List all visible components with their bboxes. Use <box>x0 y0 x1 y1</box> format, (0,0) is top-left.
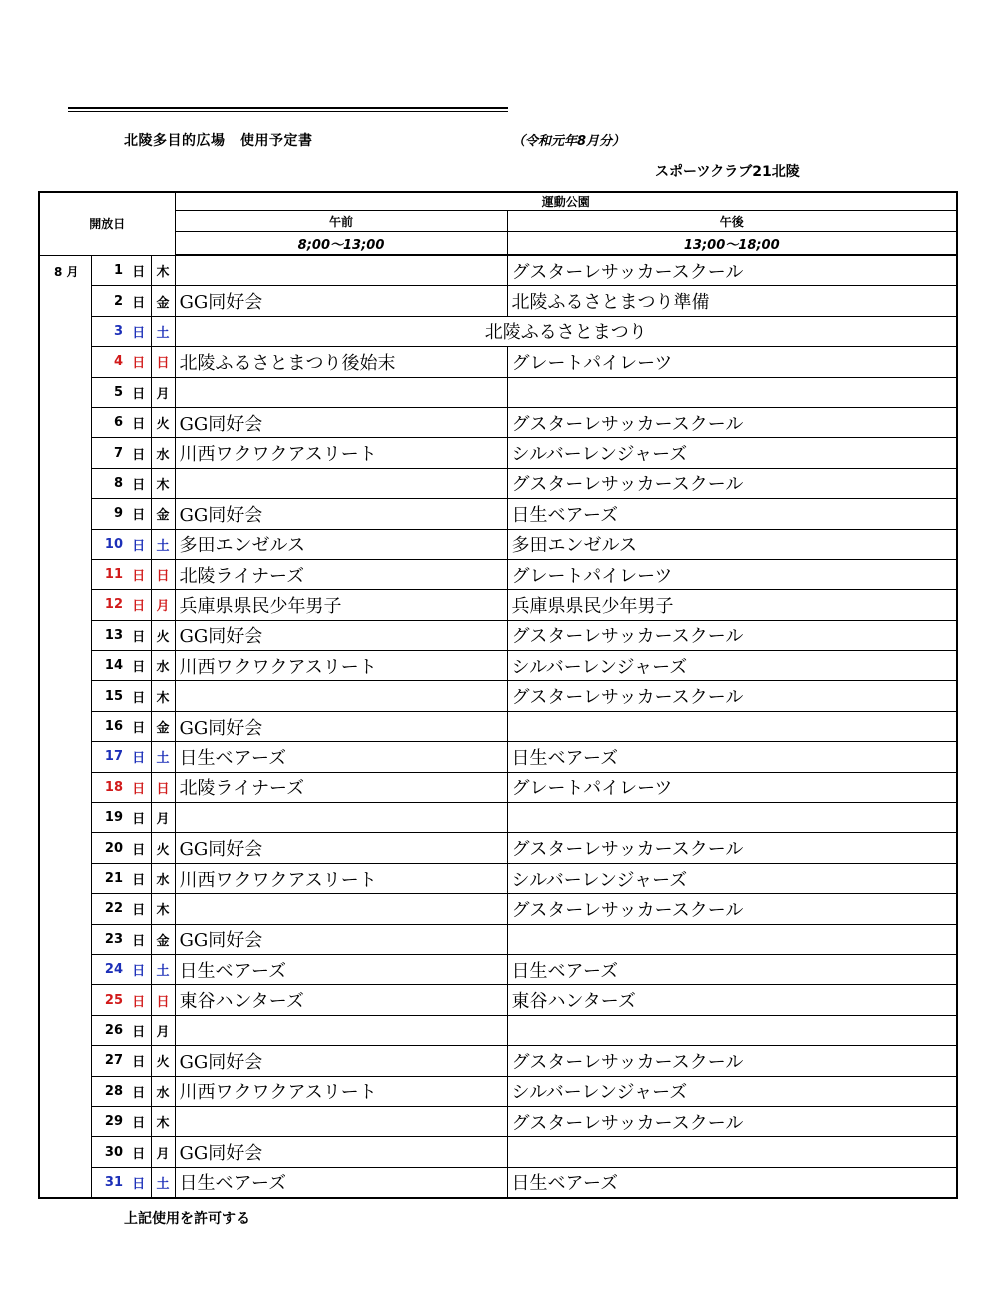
am-event <box>175 255 507 286</box>
table-row <box>39 1015 957 1045</box>
day-suffix: 日 <box>127 985 151 1015</box>
weekday: 木 <box>151 255 175 286</box>
day-suffix: 日 <box>127 620 151 650</box>
weekday: 火 <box>151 1046 175 1076</box>
approval-note: 上記使用を許可する <box>124 1211 250 1227</box>
table-row <box>39 1167 957 1198</box>
day-suffix: 日 <box>127 468 151 498</box>
day-number: 12 <box>91 590 127 620</box>
open-day-header: 開放日 <box>39 192 175 255</box>
weekday: 月 <box>151 803 175 833</box>
weekday: 日 <box>151 347 175 377</box>
weekday: 火 <box>151 407 175 437</box>
table-row <box>39 772 957 802</box>
weekday: 木 <box>151 468 175 498</box>
day-suffix: 日 <box>127 924 151 954</box>
pm-event: 日生ベアーズ <box>507 1167 957 1198</box>
day-number: 28 <box>91 1076 127 1106</box>
weekday: 火 <box>151 833 175 863</box>
table-row <box>39 1106 957 1136</box>
day-suffix: 日 <box>127 407 151 437</box>
day-number: 31 <box>91 1167 127 1198</box>
weekday: 土 <box>151 529 175 559</box>
day-number: 6 <box>91 407 127 437</box>
pm-event: グスターレサッカースクール <box>507 894 957 924</box>
table-row <box>39 286 957 316</box>
am-event: GG同好会 <box>175 833 507 863</box>
table-row <box>39 438 957 468</box>
table-row <box>39 316 957 346</box>
pm-event: グレートパイレーツ <box>507 347 957 377</box>
weekday: 金 <box>151 924 175 954</box>
day-suffix: 日 <box>127 255 151 286</box>
am-event: 日生ベアーズ <box>175 742 507 772</box>
am-event: 川西ワクワクアスリート <box>175 863 507 893</box>
day-number: 7 <box>91 438 127 468</box>
table-row <box>39 651 957 681</box>
day-suffix: 日 <box>127 590 151 620</box>
table-row <box>39 407 957 437</box>
am-event: GG同好会 <box>175 1137 507 1167</box>
pm-event: 北陵ふるさとまつり準備 <box>507 286 957 316</box>
pm-event: グスターレサッカースクール <box>507 1046 957 1076</box>
table-row <box>39 620 957 650</box>
pm-event: シルバーレンジャーズ <box>507 438 957 468</box>
am-event <box>175 468 507 498</box>
pm-event: グスターレサッカースクール <box>507 407 957 437</box>
am-event: GG同好会 <box>175 711 507 741</box>
header-rule <box>68 107 508 109</box>
pm-event <box>507 1015 957 1045</box>
day-number: 8 <box>91 468 127 498</box>
weekday: 水 <box>151 438 175 468</box>
schedule-table <box>38 191 958 1199</box>
weekday: 金 <box>151 499 175 529</box>
day-suffix: 日 <box>127 438 151 468</box>
weekday: 月 <box>151 1015 175 1045</box>
am-event: GG同好会 <box>175 407 507 437</box>
venue-header: 運動公園 <box>175 192 957 211</box>
weekday: 土 <box>151 954 175 984</box>
day-number: 27 <box>91 1046 127 1076</box>
organization-name: スポーツクラブ21北陵 <box>655 164 800 180</box>
day-number: 26 <box>91 1015 127 1045</box>
document-title: 北陵多目的広場 使用予定書 <box>124 133 313 149</box>
document-period: （令和元年8月分） <box>512 134 626 149</box>
month-label: 8 月 <box>39 255 91 1198</box>
day-suffix: 日 <box>127 863 151 893</box>
am-event <box>175 803 507 833</box>
day-suffix: 日 <box>127 316 151 346</box>
weekday: 土 <box>151 742 175 772</box>
pm-hours: 13;00～18;00 <box>507 232 957 256</box>
pm-event: グスターレサッカースクール <box>507 620 957 650</box>
pm-event: グスターレサッカースクール <box>507 255 957 286</box>
pm-event <box>507 924 957 954</box>
day-suffix: 日 <box>127 499 151 529</box>
table-row <box>39 1076 957 1106</box>
day-suffix: 日 <box>127 1046 151 1076</box>
pm-event <box>507 377 957 407</box>
pm-event: 日生ベアーズ <box>507 954 957 984</box>
full-day-event: 北陵ふるさとまつり <box>175 316 957 346</box>
day-number: 15 <box>91 681 127 711</box>
am-event: GG同好会 <box>175 286 507 316</box>
day-number: 24 <box>91 954 127 984</box>
table-row <box>39 1137 957 1167</box>
weekday: 月 <box>151 377 175 407</box>
table-row <box>39 742 957 772</box>
table-row <box>39 499 957 529</box>
day-number: 11 <box>91 559 127 589</box>
am-event: 多田エンゼルス <box>175 529 507 559</box>
am-event <box>175 894 507 924</box>
table-row <box>39 924 957 954</box>
day-suffix: 日 <box>127 711 151 741</box>
day-number: 18 <box>91 772 127 802</box>
table-row <box>39 833 957 863</box>
day-suffix: 日 <box>127 1015 151 1045</box>
weekday: 月 <box>151 1137 175 1167</box>
day-suffix: 日 <box>127 681 151 711</box>
weekday: 金 <box>151 286 175 316</box>
table-row <box>39 863 957 893</box>
day-number: 20 <box>91 833 127 863</box>
day-number: 30 <box>91 1137 127 1167</box>
am-event: GG同好会 <box>175 620 507 650</box>
pm-event: 日生ベアーズ <box>507 742 957 772</box>
day-suffix: 日 <box>127 651 151 681</box>
weekday: 水 <box>151 863 175 893</box>
pm-event: グスターレサッカースクール <box>507 1106 957 1136</box>
day-suffix: 日 <box>127 1076 151 1106</box>
weekday: 日 <box>151 772 175 802</box>
day-number: 14 <box>91 651 127 681</box>
weekday: 水 <box>151 1076 175 1106</box>
pm-event: グスターレサッカースクール <box>507 468 957 498</box>
pm-event <box>507 711 957 741</box>
am-event <box>175 1015 507 1045</box>
weekday: 木 <box>151 681 175 711</box>
am-event <box>175 681 507 711</box>
table-row <box>39 377 957 407</box>
day-suffix: 日 <box>127 803 151 833</box>
pm-event: グレートパイレーツ <box>507 559 957 589</box>
day-suffix: 日 <box>127 833 151 863</box>
day-number: 16 <box>91 711 127 741</box>
day-number: 21 <box>91 863 127 893</box>
weekday: 火 <box>151 620 175 650</box>
pm-event: 兵庫県県民少年男子 <box>507 590 957 620</box>
pm-event: シルバーレンジャーズ <box>507 863 957 893</box>
am-event: 日生ベアーズ <box>175 1167 507 1198</box>
weekday: 月 <box>151 590 175 620</box>
day-number: 13 <box>91 620 127 650</box>
weekday: 水 <box>151 651 175 681</box>
am-event: 川西ワクワクアスリート <box>175 651 507 681</box>
table-row <box>39 954 957 984</box>
am-event: 川西ワクワクアスリート <box>175 438 507 468</box>
day-number: 10 <box>91 529 127 559</box>
day-number: 17 <box>91 742 127 772</box>
header-rule-thin <box>68 111 508 112</box>
pm-event: シルバーレンジャーズ <box>507 1076 957 1106</box>
table-row <box>39 1046 957 1076</box>
day-suffix: 日 <box>127 347 151 377</box>
pm-event: シルバーレンジャーズ <box>507 651 957 681</box>
am-event: 川西ワクワクアスリート <box>175 1076 507 1106</box>
table-row <box>39 681 957 711</box>
day-suffix: 日 <box>127 772 151 802</box>
table-row <box>39 711 957 741</box>
am-event: 日生ベアーズ <box>175 954 507 984</box>
day-suffix: 日 <box>127 559 151 589</box>
day-number: 19 <box>91 803 127 833</box>
table-row <box>39 255 957 286</box>
pm-event: グスターレサッカースクール <box>507 833 957 863</box>
day-number: 29 <box>91 1106 127 1136</box>
day-number: 2 <box>91 286 127 316</box>
am-event: GG同好会 <box>175 499 507 529</box>
table-row <box>39 559 957 589</box>
am-event <box>175 377 507 407</box>
table-row <box>39 468 957 498</box>
weekday: 木 <box>151 894 175 924</box>
day-suffix: 日 <box>127 286 151 316</box>
day-number: 25 <box>91 985 127 1015</box>
am-event: 兵庫県県民少年男子 <box>175 590 507 620</box>
day-suffix: 日 <box>127 894 151 924</box>
table-row <box>39 803 957 833</box>
day-number: 4 <box>91 347 127 377</box>
table-row <box>39 347 957 377</box>
day-suffix: 日 <box>127 1167 151 1198</box>
am-event: 東谷ハンターズ <box>175 985 507 1015</box>
pm-event: 多田エンゼルス <box>507 529 957 559</box>
day-number: 3 <box>91 316 127 346</box>
am-event: 北陵ライナーズ <box>175 772 507 802</box>
day-number: 22 <box>91 894 127 924</box>
weekday: 金 <box>151 711 175 741</box>
am-event: 北陵ライナーズ <box>175 559 507 589</box>
weekday: 土 <box>151 1167 175 1198</box>
pm-event: 日生ベアーズ <box>507 499 957 529</box>
day-suffix: 日 <box>127 1137 151 1167</box>
day-suffix: 日 <box>127 377 151 407</box>
day-number: 23 <box>91 924 127 954</box>
pm-event: グスターレサッカースクール <box>507 681 957 711</box>
day-number: 1 <box>91 255 127 286</box>
table-row <box>39 894 957 924</box>
am-event <box>175 1106 507 1136</box>
weekday: 土 <box>151 316 175 346</box>
day-suffix: 日 <box>127 954 151 984</box>
pm-header: 午後 <box>507 211 957 232</box>
pm-event <box>507 803 957 833</box>
pm-event <box>507 1137 957 1167</box>
weekday: 木 <box>151 1106 175 1136</box>
table-row <box>39 590 957 620</box>
am-event: 北陵ふるさとまつり後始末 <box>175 347 507 377</box>
weekday: 日 <box>151 985 175 1015</box>
pm-event: グレートパイレーツ <box>507 772 957 802</box>
table-row <box>39 529 957 559</box>
day-number: 9 <box>91 499 127 529</box>
am-hours: 8;00～13;00 <box>175 232 507 256</box>
am-header: 午前 <box>175 211 507 232</box>
am-event: GG同好会 <box>175 924 507 954</box>
day-suffix: 日 <box>127 1106 151 1136</box>
day-suffix: 日 <box>127 529 151 559</box>
pm-event: 東谷ハンターズ <box>507 985 957 1015</box>
day-number: 5 <box>91 377 127 407</box>
day-suffix: 日 <box>127 742 151 772</box>
am-event: GG同好会 <box>175 1046 507 1076</box>
table-row <box>39 985 957 1015</box>
weekday: 日 <box>151 559 175 589</box>
